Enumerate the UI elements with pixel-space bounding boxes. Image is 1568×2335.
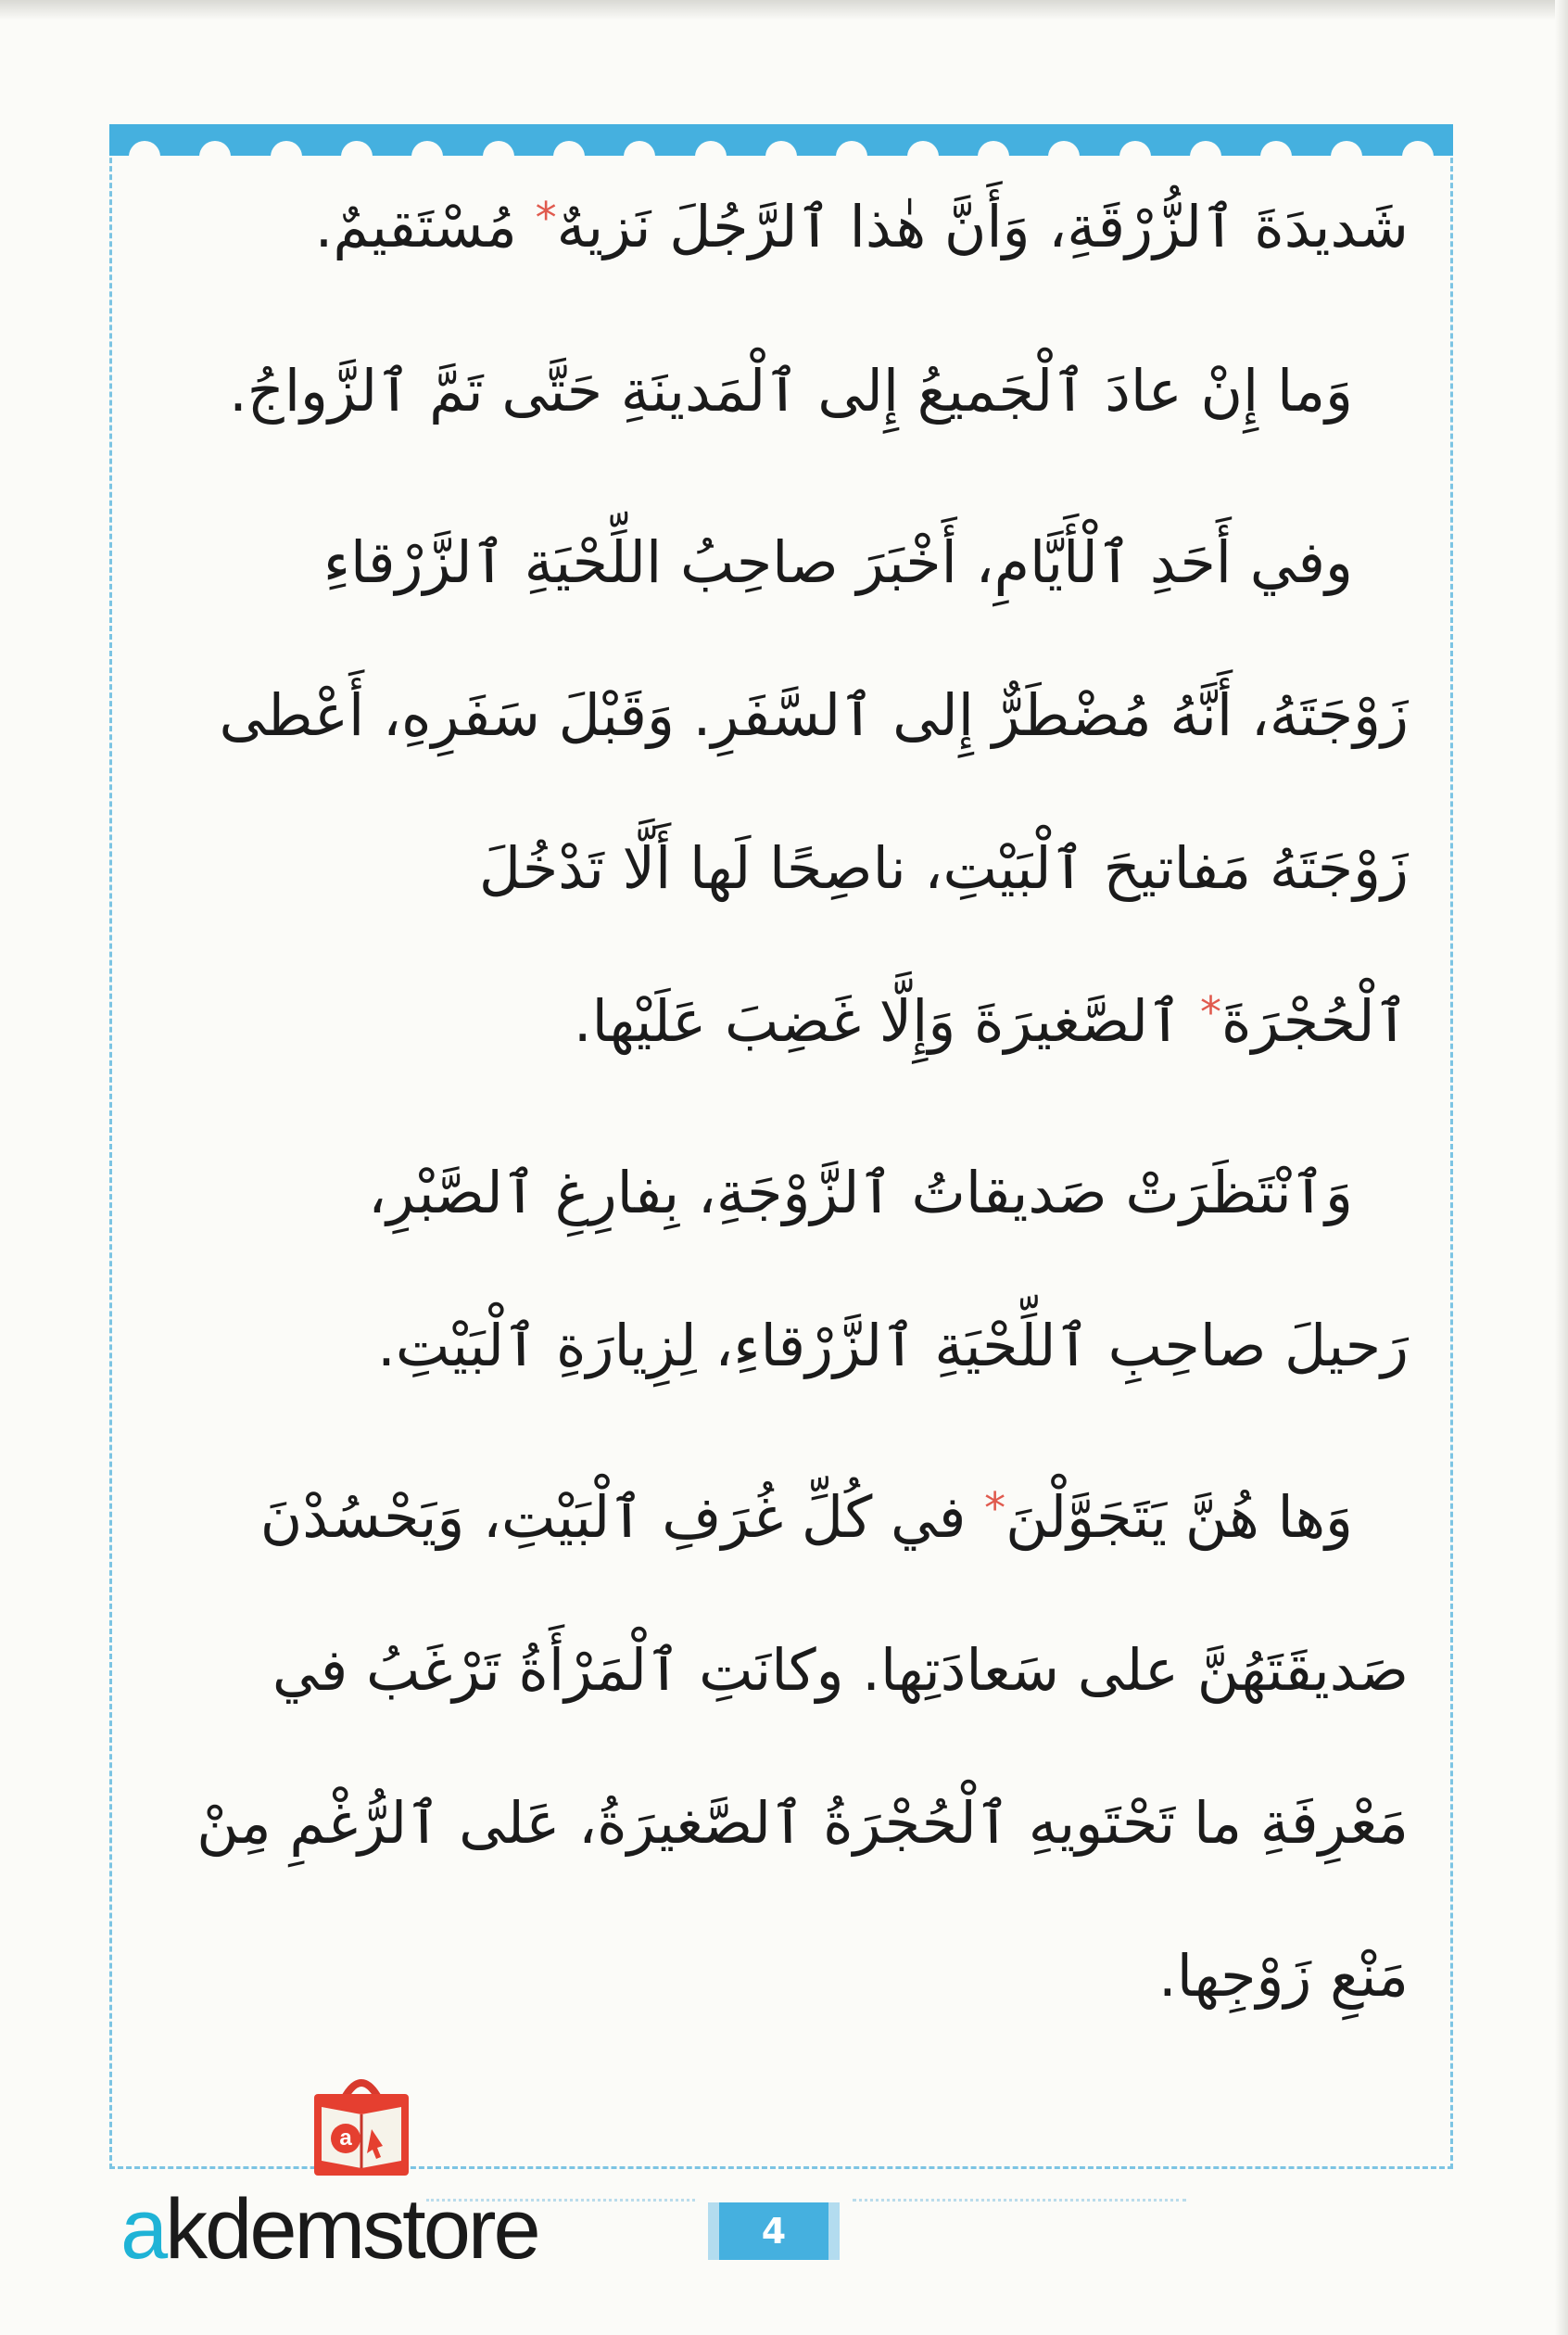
book-store-icon	[310, 2072, 412, 2181]
footnote-star: *	[1200, 987, 1222, 1037]
akdemstore-logo	[120, 2072, 621, 2276]
text-line: ٱلْحُجْرَةَ* ٱلصَّغيرَةَ وَإِلَّا غَضِبَ عَلَيْها.	[573, 987, 1409, 1055]
text-frame	[109, 124, 1453, 2169]
text-line: مَعْرِفَةِ ما تَحْتَويهِ ٱلْحُجْرَةُ ٱلصَّغيرَةُ، عَلى ٱلرُّغْمِ مِنْ	[196, 1789, 1409, 1857]
logo-wordmark: akdemstore	[120, 2182, 538, 2277]
text-line: رَحيلَ صاحِبِ ٱللِّحْيَةِ ٱلزَّرْقاءِ، لِزِيارَةِ ٱلْبَيْتِ.	[377, 1312, 1409, 1379]
text-line: زَوْجَتَهُ مَفاتيحَ ٱلْبَيْتِ، ناصِحًا لَها أَلَّا تَدْخُلَ	[478, 834, 1409, 902]
footnote-star: *	[984, 1483, 1006, 1533]
text-line: صَديقَتَهُنَّ على سَعادَتِها. وكانَتِ ٱلْمَرْأَةُ تَرْغَبُ في	[272, 1636, 1409, 1704]
text-line: وفي أَحَدِ ٱلْأَيَّامِ، أَخْبَرَ صاحِبُ اللِّحْيَةِ ٱلزَّرْقاءِ	[322, 528, 1353, 596]
text-line: وَٱنْتَظَرَتْ صَديقاتُ ٱلزَّوْجَةِ، بِفارِغِ ٱلصَّبْرِ،	[368, 1159, 1353, 1226]
page-number: 4	[719, 2202, 828, 2260]
text-line: زَوْجَتَهُ، أَنَّهُ مُضْطَرٌّ إِلى ٱلسَّفَرِ. وَقَبْلَ سَفَرِهِ، أَعْطى	[219, 681, 1409, 749]
page-right-edge	[1555, 0, 1568, 2335]
text-line: وَها هُنَّ يَتَجَوَّلْنَ* في كُلِّ غُرَفِ ٱلْبَيْتِ، وَيَحْسُدْنَ	[259, 1483, 1353, 1551]
frame-top-band	[109, 124, 1453, 156]
text-line: وَما إِنْ عادَ ٱلْجَميعُ إِلى ٱلْمَدينَةِ حَتَّى تَمَّ ٱلزَّواجُ.	[229, 357, 1353, 425]
page-top-edge	[0, 0, 1568, 20]
frame-scallops	[109, 141, 1453, 156]
svg-text:a: a	[339, 2126, 352, 2151]
text-line: مَنْعِ زَوْجِها.	[1157, 1942, 1409, 2010]
text-line: شَديدَةَ ٱلزُّرْقَةِ، وَأَنَّ هٰذا ٱلرَّجُلَ نَزيهٌ* مُسْتَقيمٌ.	[314, 193, 1409, 260]
footer-dots-right	[853, 2199, 1186, 2202]
footnote-star: *	[535, 193, 557, 243]
